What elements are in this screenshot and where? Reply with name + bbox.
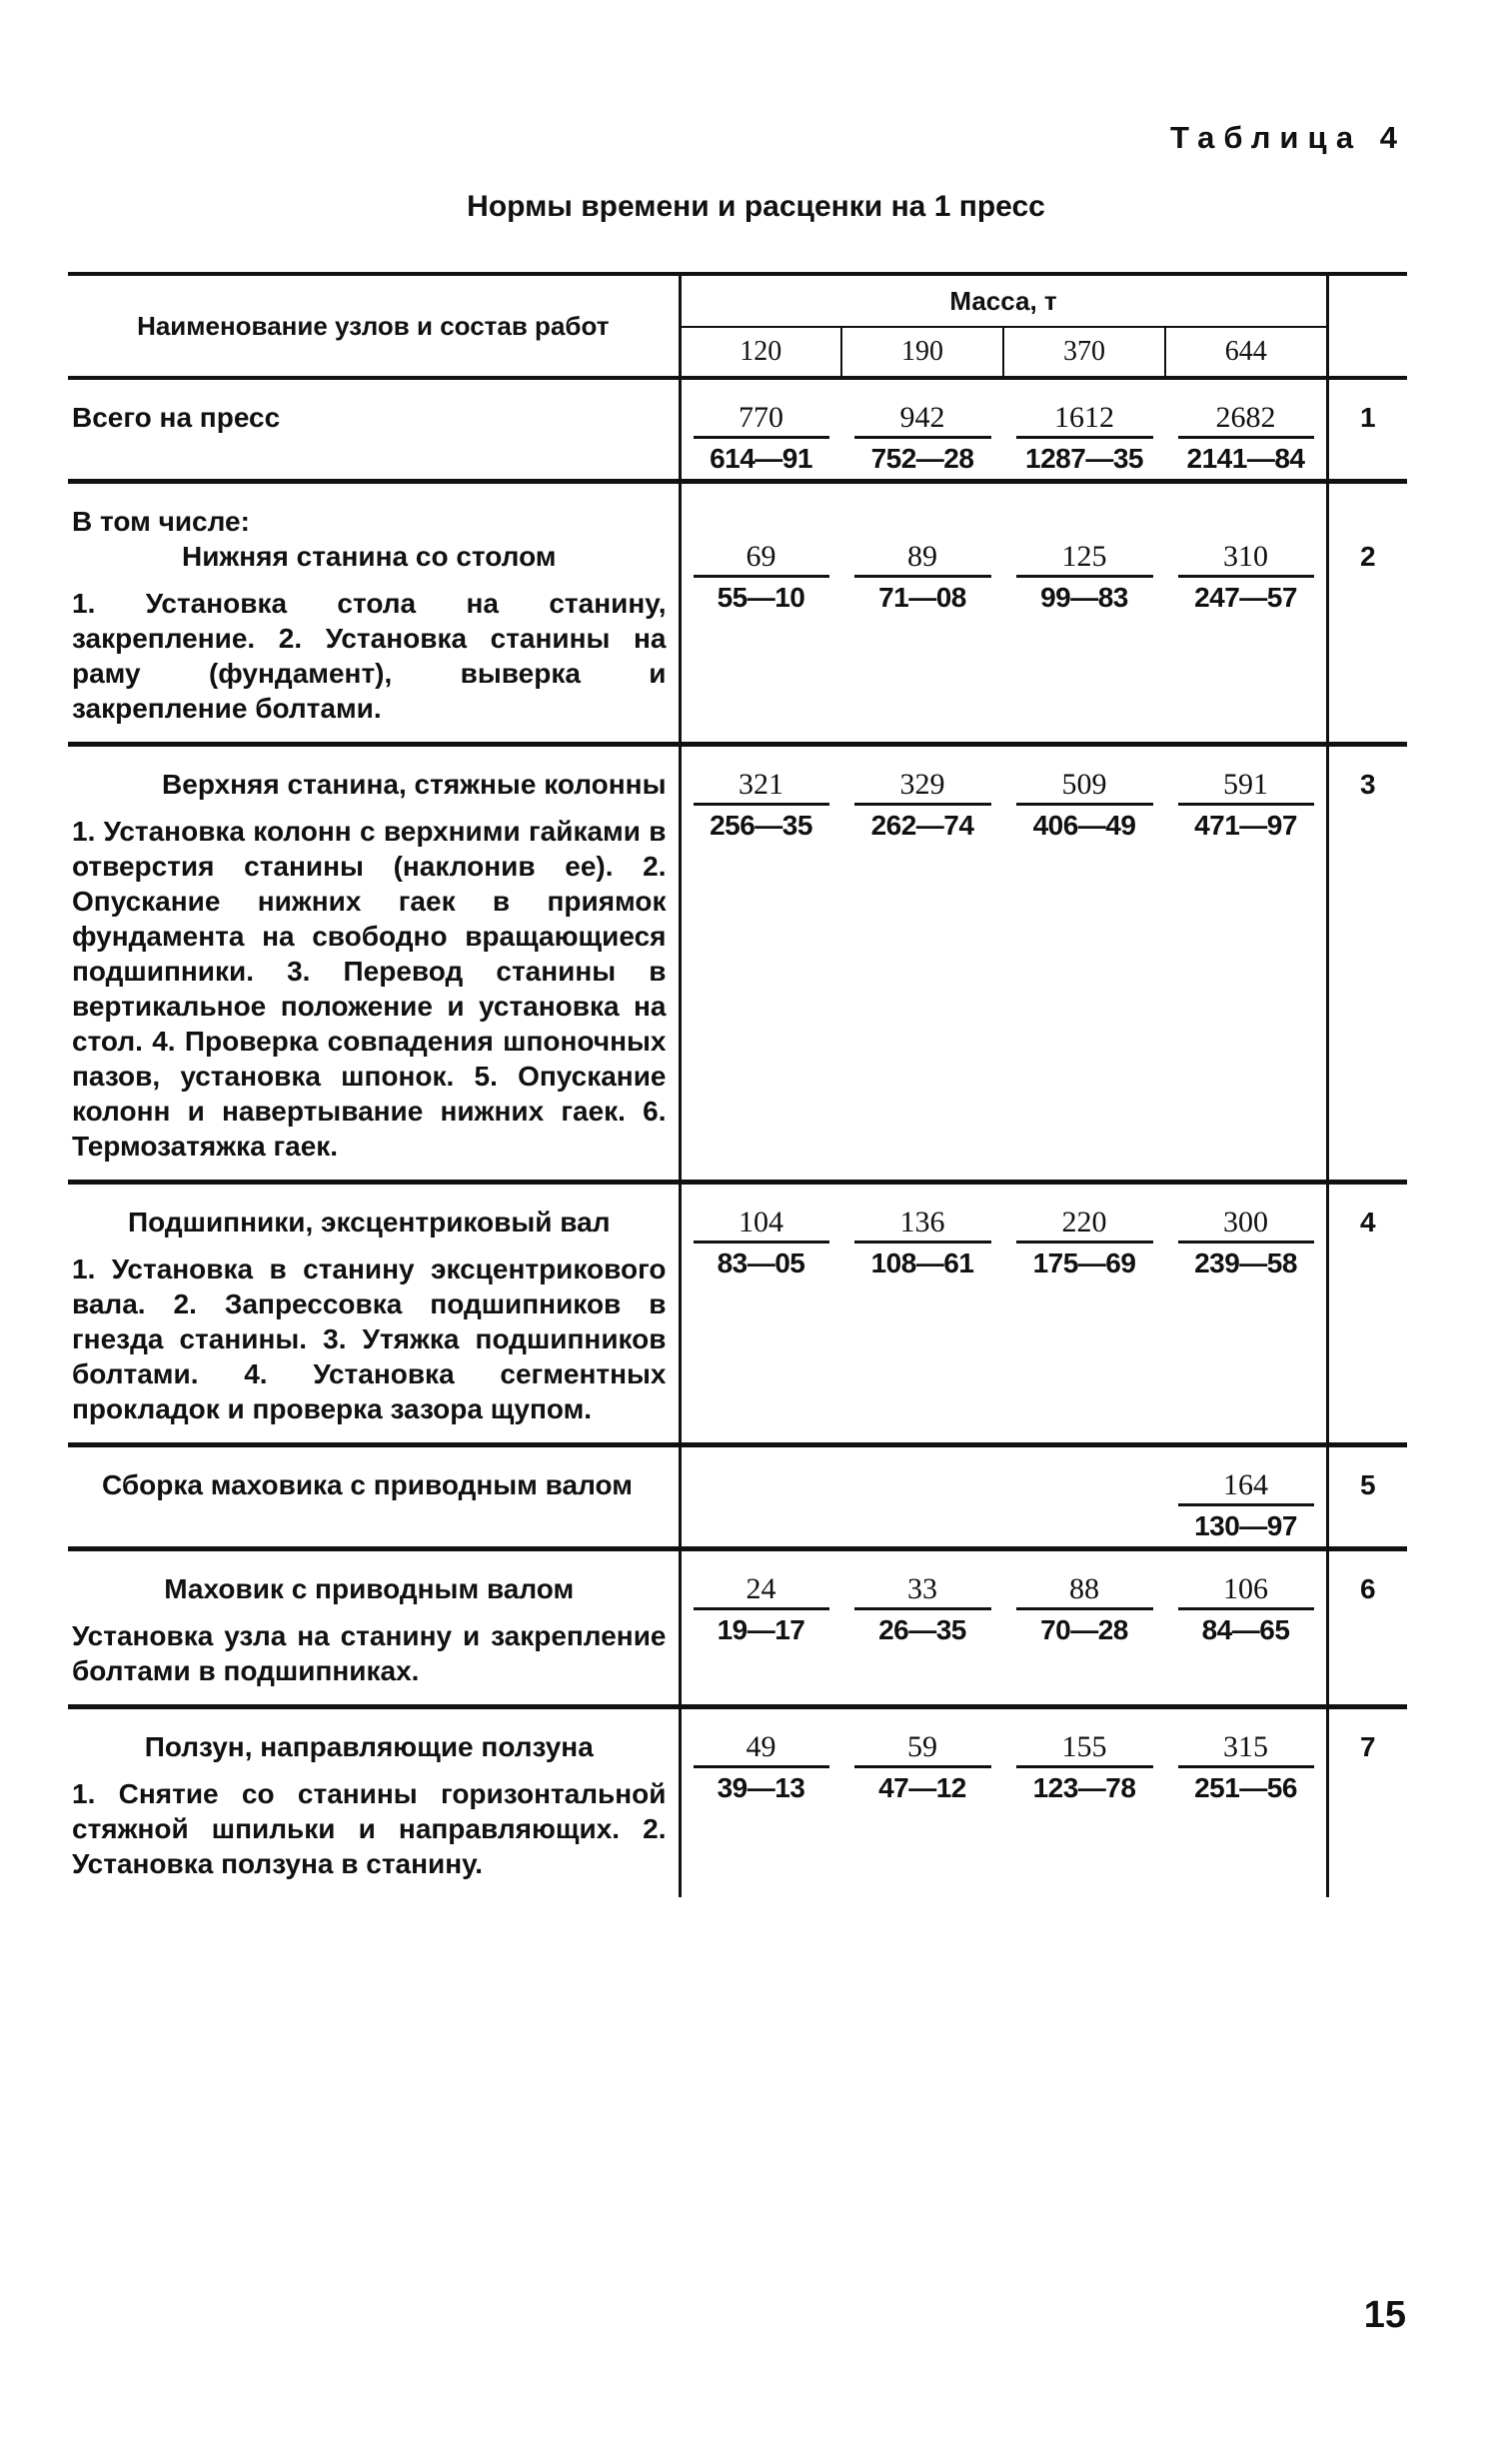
row-description: Установка узла на станину и закрепление болтами в подшипниках. bbox=[72, 1620, 667, 1686]
value-cell bbox=[850, 539, 995, 618]
rate-value: 83—05 bbox=[717, 1247, 805, 1278]
mass-header-190: 190 bbox=[841, 327, 1003, 378]
table-row bbox=[68, 1707, 1407, 1898]
row-name-cell bbox=[68, 482, 680, 745]
row-number: 6 bbox=[1327, 1549, 1407, 1707]
column-header-mass: Масса, т bbox=[680, 274, 1327, 327]
norm-value: 942 bbox=[854, 400, 991, 439]
column-header-number bbox=[1327, 274, 1407, 378]
rate-value: 71—08 bbox=[878, 582, 966, 613]
norm-value: 88 bbox=[1016, 1571, 1153, 1610]
table-row bbox=[68, 745, 1407, 1183]
value-cell bbox=[850, 767, 995, 846]
value-cell bbox=[1012, 1205, 1157, 1283]
norm-value: 104 bbox=[694, 1205, 829, 1243]
rate-value: 47—12 bbox=[878, 1772, 966, 1803]
table-row bbox=[68, 1183, 1407, 1445]
rate-value: 123—78 bbox=[1032, 1772, 1136, 1803]
rate-value: 39—13 bbox=[717, 1772, 805, 1803]
value-cell bbox=[1012, 539, 1157, 618]
table-number-label: Таблица 4 bbox=[1169, 120, 1406, 155]
rate-value: 471—97 bbox=[1194, 810, 1297, 841]
row-title: Нижняя станина со столом bbox=[181, 541, 557, 572]
rate-value: 26—35 bbox=[878, 1614, 966, 1645]
row-name-cell bbox=[68, 1183, 680, 1445]
norm-value: 69 bbox=[694, 539, 829, 578]
value-cell bbox=[1174, 539, 1318, 618]
rate-value: 99—83 bbox=[1040, 582, 1128, 613]
row-number: 4 bbox=[1327, 1183, 1407, 1445]
rate-value: 108—61 bbox=[870, 1247, 974, 1278]
value-cell bbox=[690, 1729, 833, 1808]
norm-value: 164 bbox=[1178, 1467, 1314, 1506]
norm-value: 59 bbox=[854, 1729, 991, 1768]
value-cell bbox=[1174, 1571, 1318, 1650]
row-number: 7 bbox=[1359, 1731, 1376, 1762]
table-title: Нормы времени и расценки на 1 пресс bbox=[467, 190, 1045, 223]
row-title: Всего на пресс bbox=[72, 402, 281, 433]
rate-value: 262—74 bbox=[870, 810, 974, 841]
norm-value: 509 bbox=[1016, 767, 1153, 806]
row-name-cell bbox=[68, 1445, 680, 1549]
value-cell bbox=[690, 1205, 833, 1283]
norm-value: 321 bbox=[694, 767, 829, 806]
norm-value: 49 bbox=[694, 1729, 829, 1768]
table-row bbox=[68, 378, 1407, 482]
rate-value: 70—28 bbox=[1040, 1614, 1128, 1645]
value-cell bbox=[1174, 400, 1318, 479]
row-description: 1. Установка колонн с верхними гайками в отверстия станины (наклонив ее). 2. Опускание нижних гаек в приямок фундамента на свободно вращающиеся подшипники. 3. Перевод станины в вертикальное положение и установка на стол. 4. Проверка совпадения шпоночных пазов, установка шпонок. 5. Опускание колонн и навертывание нижних гаек. 6. Термозатяжка гаек. bbox=[72, 816, 667, 1162]
row-intro: В том числе: bbox=[72, 506, 250, 537]
norm-value: 136 bbox=[854, 1205, 991, 1243]
value-cell bbox=[850, 400, 995, 479]
value-cell bbox=[1012, 767, 1157, 846]
norm-value: 2682 bbox=[1178, 400, 1314, 439]
value-cell bbox=[1174, 767, 1318, 846]
row-number: 5 bbox=[1327, 1445, 1407, 1549]
mass-header-120: 120 bbox=[680, 327, 841, 378]
norm-value: 315 bbox=[1178, 1729, 1314, 1768]
rate-value: 256—35 bbox=[710, 810, 812, 841]
value-cell bbox=[1174, 1467, 1318, 1546]
rate-value: 247—57 bbox=[1194, 582, 1297, 613]
norm-value: 24 bbox=[694, 1571, 829, 1610]
norm-value: 106 bbox=[1178, 1571, 1314, 1610]
row-title: Верхняя станина, стяжные колонны bbox=[162, 769, 667, 800]
norm-value: 33 bbox=[854, 1571, 991, 1610]
norms-table bbox=[68, 272, 1407, 1897]
table-row bbox=[68, 1549, 1407, 1707]
row-description: 1. Установка в станину эксцентрикового вала. 2. Запрессовка подшипников в гнезда станины. 3. Утяжка подшипников болтами. 4. Установка сегментных прокладок и проверка зазора щупом. bbox=[72, 1253, 667, 1424]
row-number: 1 bbox=[1327, 378, 1407, 482]
mass-header-644: 644 bbox=[1165, 327, 1327, 378]
rate-value: 2141—84 bbox=[1186, 443, 1305, 474]
value-cell bbox=[850, 1205, 995, 1283]
norm-value: 310 bbox=[1178, 539, 1314, 578]
value-cell bbox=[850, 1729, 995, 1808]
norm-value: 125 bbox=[1016, 539, 1153, 578]
row-number: 2 bbox=[1327, 482, 1407, 745]
rate-value: 175—69 bbox=[1032, 1247, 1136, 1278]
rate-value: 84—65 bbox=[1201, 1614, 1290, 1645]
rate-value: 251—56 bbox=[1194, 1772, 1297, 1803]
value-cell bbox=[1174, 1205, 1318, 1283]
value-cell bbox=[690, 539, 833, 618]
value-cell bbox=[1174, 1729, 1318, 1808]
norm-value: 300 bbox=[1178, 1205, 1314, 1243]
rate-value: 55—10 bbox=[717, 582, 805, 613]
rate-value: 752—28 bbox=[870, 443, 974, 474]
row-description: 1. Снятие со станины горизонтальной стяжной шпильки и направляющих. 2. Установка ползуна в станину. bbox=[72, 1778, 667, 1879]
table-row bbox=[68, 482, 1407, 745]
rate-value: 1287—35 bbox=[1025, 443, 1143, 474]
rate-value: 614—91 bbox=[710, 443, 812, 474]
table-row bbox=[68, 1445, 1407, 1549]
norm-value: 155 bbox=[1016, 1729, 1153, 1768]
row-description: 1. Установка стола на станину, закрепление. 2. Установка станины на раму (фундамент), выверка и закрепление болтами. bbox=[72, 588, 667, 724]
row-name-cell bbox=[68, 745, 680, 1183]
rate-value: 130—97 bbox=[1194, 1510, 1297, 1541]
rate-value: 19—17 bbox=[717, 1614, 805, 1645]
page-number: 15 bbox=[1363, 2294, 1406, 2336]
norm-value: 89 bbox=[854, 539, 991, 578]
value-cell bbox=[1012, 1571, 1157, 1650]
value-cell bbox=[690, 400, 833, 479]
row-name-cell bbox=[68, 378, 680, 482]
rate-value: 406—49 bbox=[1032, 810, 1136, 841]
mass-header-370: 370 bbox=[1003, 327, 1165, 378]
row-title: Подшипники, эксцентриковый вал bbox=[128, 1207, 611, 1237]
value-cell bbox=[850, 1571, 995, 1650]
row-name-cell bbox=[68, 1549, 680, 1707]
value-cell bbox=[1012, 400, 1157, 479]
norm-value: 329 bbox=[854, 767, 991, 806]
norm-value: 770 bbox=[694, 400, 829, 439]
norm-value: 1612 bbox=[1016, 400, 1153, 439]
value-cell bbox=[1012, 1729, 1157, 1808]
row-title: Ползун, направляющие ползуна bbox=[144, 1731, 594, 1762]
value-cell bbox=[690, 1571, 833, 1650]
column-header-name: Наименование узлов и состав работ bbox=[68, 274, 680, 378]
row-title: Маховик с приводным валом bbox=[164, 1573, 575, 1604]
norm-value: 220 bbox=[1016, 1205, 1153, 1243]
row-number: 3 bbox=[1327, 745, 1407, 1183]
norm-value: 591 bbox=[1178, 767, 1314, 806]
row-name-cell bbox=[68, 1707, 680, 1898]
row-title: Сборка маховика с приводным валом bbox=[102, 1469, 633, 1500]
value-cell bbox=[690, 767, 833, 846]
rate-value: 239—58 bbox=[1194, 1247, 1297, 1278]
